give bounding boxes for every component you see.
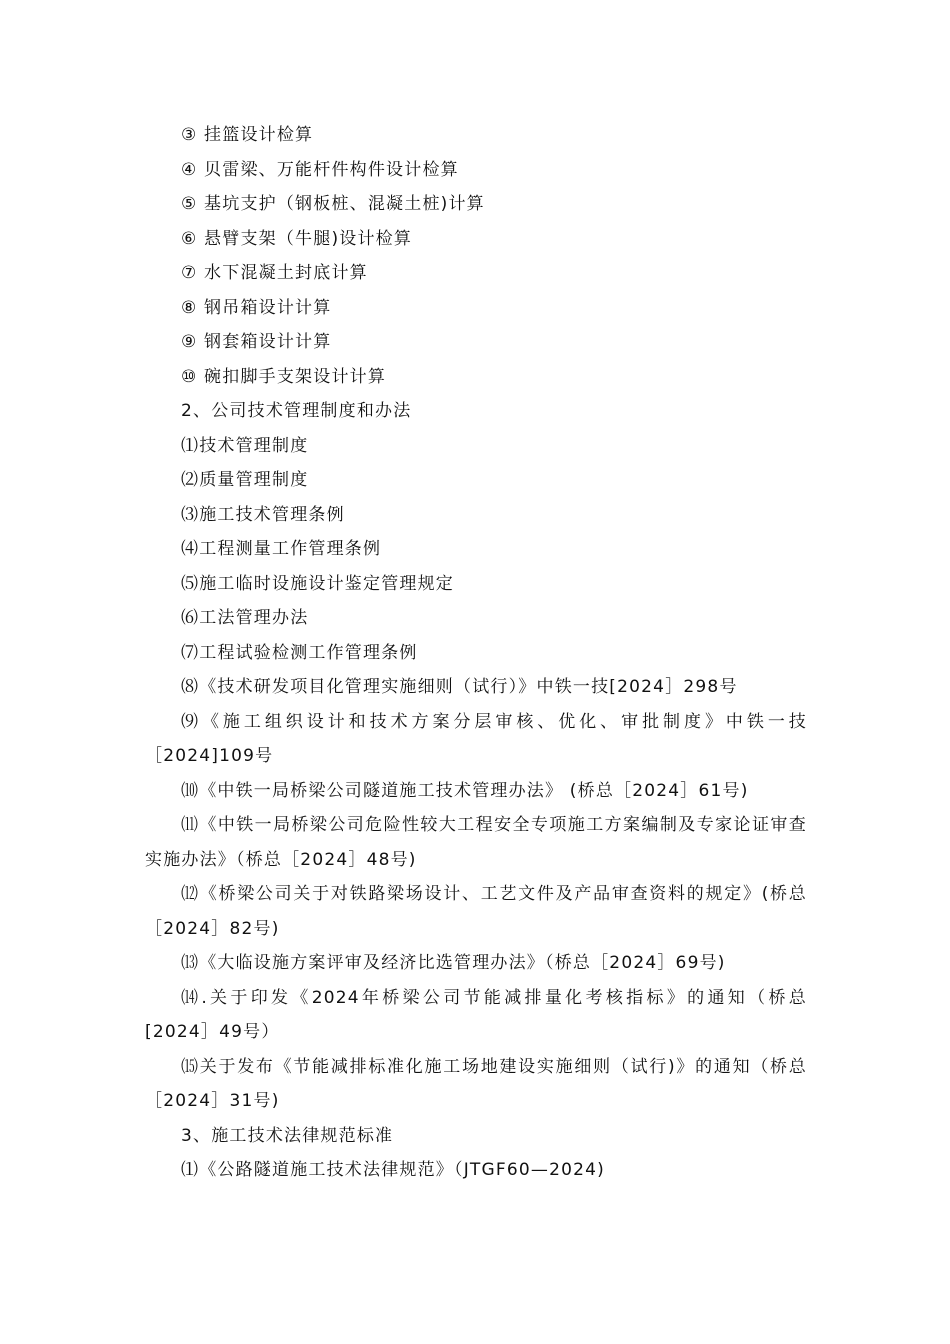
list-item: ⑹工法管理办法 xyxy=(181,608,309,628)
list-item: ⑻《技术研发项目化管理实施细则（试行）》中铁一技[2024］298号 xyxy=(181,677,738,697)
list-item: ③ 挂篮设计检算 xyxy=(181,125,314,145)
list-item: ④ 贝雷梁、万能杆件构件设计检算 xyxy=(181,159,459,180)
list-item: ⑤ 基坑支护（钢板桩、混凝土桩)计算 xyxy=(181,194,485,214)
list-item: ⑸施工临时设施设计鉴定管理规定 xyxy=(181,573,454,594)
list-item: ⑦ 水下混凝土封底计算 xyxy=(181,263,368,283)
list-item: ⑥ 悬臂支架（牛腿)设计检算 xyxy=(181,228,413,249)
section-heading: 3、施工技术法律规范标准 xyxy=(181,1125,394,1146)
list-item: ⑽《中铁一局桥梁公司隧道施工技术管理办法》 (桥总［2024］61号) xyxy=(181,780,749,801)
list-item: ⑾《中铁一局桥梁公司危险性较大工程安全专项施工方案编制及专家论证审查实施办法》（桥总［2024］48号) xyxy=(145,815,807,870)
list-item: ⑧ 钢吊箱设计计算 xyxy=(181,297,332,318)
list-item: ⑨ 钢套箱设计计算 xyxy=(181,332,332,352)
list-item: ⑵质量管理制度 xyxy=(181,470,309,490)
list-item: ⑿《桥梁公司关于对铁路梁场设计、工艺文件及产品审查资料的规定》(桥总［2024］82号) xyxy=(145,884,807,939)
document-body xyxy=(145,118,807,1188)
list-item: ⑼《施工组织设计和技术方案分层审核、优化、审批制度》中铁一技［2024]109号 xyxy=(145,711,807,766)
list-item: ⑴技术管理制度 xyxy=(181,435,309,456)
list-item: ⑷工程测量工作管理条例 xyxy=(181,539,382,559)
list-item: ⑩ 碗扣脚手支架设计计算 xyxy=(181,366,387,387)
list-item: ⒀《大临设施方案评审及经济比选管理办法》（桥总［2024］69号) xyxy=(181,953,726,973)
list-item: ⒂关于发布《节能减排标准化施工场地建设实施细则（试行)》的通知（桥总［2024］31号) xyxy=(145,1056,807,1111)
list-item: ⒁.关于印发《2024年桥梁公司节能减排量化考核指标》的通知（桥总[2024］49号） xyxy=(145,987,807,1042)
list-item: ⑺工程试验检测工作管理条例 xyxy=(181,642,418,663)
list-item: ⑴《公路隧道施工技术法律规范》（JTGF60—2024) xyxy=(181,1160,605,1180)
section-heading: 2、公司技术管理制度和办法 xyxy=(181,401,412,421)
list-item: ⑶施工技术管理条例 xyxy=(181,504,345,525)
